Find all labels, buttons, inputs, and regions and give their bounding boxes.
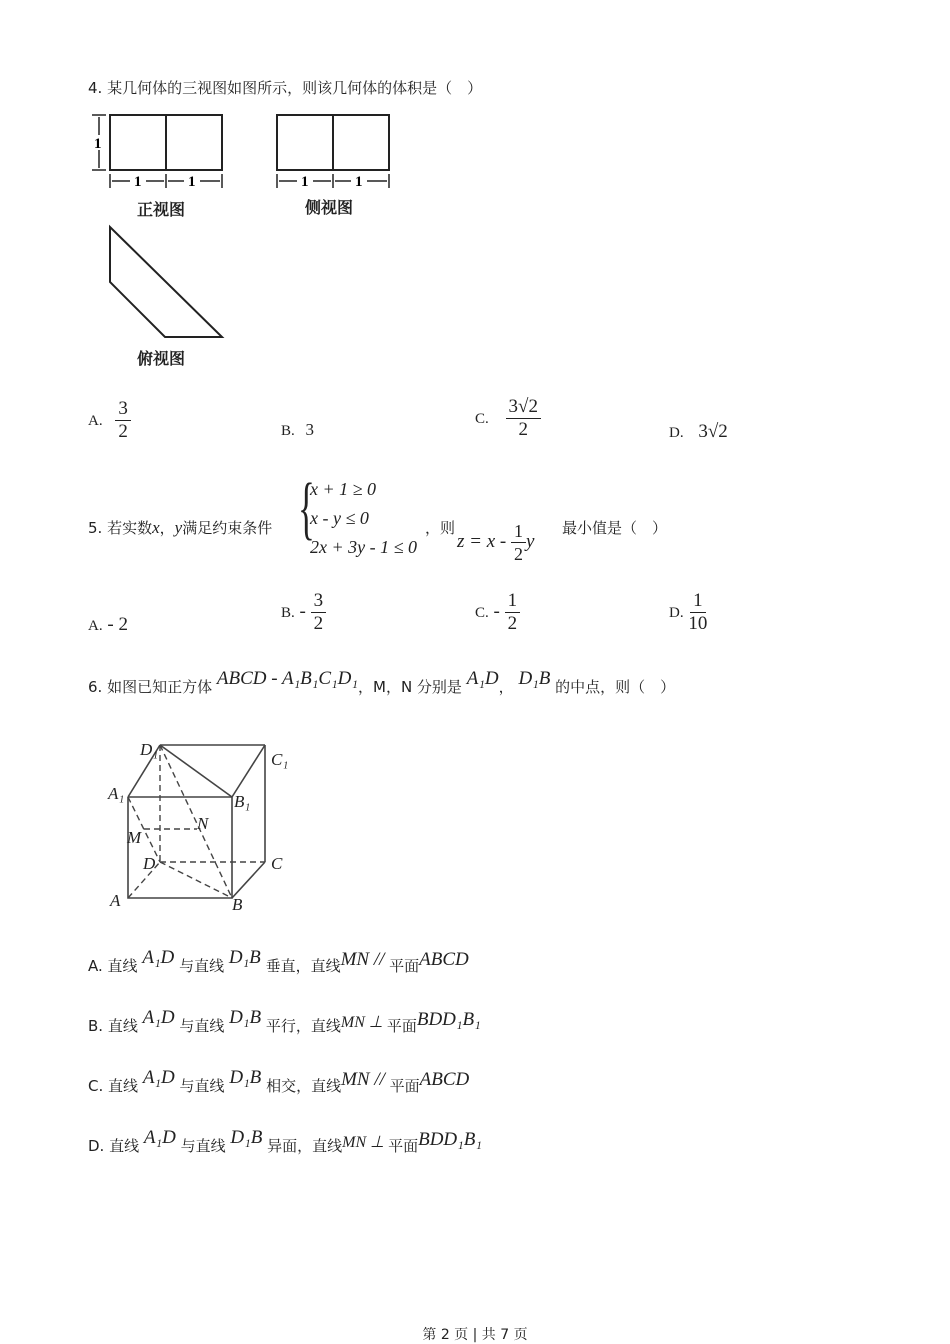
option-text: 直线 [109,1137,140,1155]
line-a1d: A₁D [143,1127,176,1148]
option-letter: C. [475,411,489,427]
option-text: 与直线 [179,957,225,975]
numerator: 1 [690,590,706,613]
option-text: 相交，直线 [266,1077,342,1095]
cube-figure [0,0,320,920]
line-a1d: A₁D [142,947,175,968]
plane-name: BDD₁B₁ [418,1129,482,1150]
segment-a1d: A₁D [466,668,499,689]
fraction [688,590,707,635]
height-label: 1 [94,136,102,152]
vertex-c-label: C [271,854,283,873]
option-letter: D. [669,605,684,621]
option-text: 垂直，直线 [265,957,341,975]
line-d1b: D₁B [229,1007,262,1028]
option-text: 异面，直线 [267,1137,343,1155]
option-text: 与直线 [179,1077,225,1095]
option-letter: B. [281,423,295,439]
denominator: 2 [507,613,518,634]
q6-option-a[interactable] [88,947,469,977]
option-letter: B. [88,1017,104,1035]
option-text: 直线 [108,1077,139,1095]
option-letter: B. [281,605,295,621]
page-footer: 第 2 页 | 共 7 页 [422,1327,528,1343]
line-d1b: D₁B [229,1067,262,1088]
option-letter: A. [88,957,103,975]
var-y: y [174,518,183,537]
option-letter: D. [88,1137,105,1155]
stem-text: ，则 [425,519,456,537]
vertex-b-label: B [232,895,243,914]
numerator: 3 [115,398,131,421]
line-a1d: A₁D [142,1067,175,1088]
denominator: 2 [518,419,529,440]
plane-name: BDD₁B₁ [416,1009,481,1030]
numerator: 1 [505,590,521,613]
line-d1b: D₁B [230,1127,263,1148]
stem-text: ，M，N 分别是 [358,678,462,696]
stem-text: 满足约束条件 [182,519,273,537]
q4-option-d[interactable] [669,421,728,443]
option-text: 平面 [388,1137,419,1155]
option-value: - 2 [107,614,128,635]
constraint-2: x - y ≤ 0 [310,508,369,528]
fraction [506,396,541,441]
denominator: 2 [514,544,524,564]
q5-option-d[interactable] [669,590,707,635]
stem-text: 5. 若实数 [88,519,153,537]
cube-name: ABCD - A₁B₁C₁D₁ [216,668,358,689]
option-text: 与直线 [180,1137,226,1155]
vertex-d1-label: D₁ [140,740,159,759]
option-text: 直线 [107,957,138,975]
option-letter: C. [475,605,489,621]
minus-sign: - [299,601,306,622]
top-view-label: 俯视图 [137,349,186,368]
stem-text: 的中点，则（ ） [555,678,676,696]
width-label: 1 [301,174,309,190]
q4-stem: 4. 某几何体的三视图如图所示，则该几何体的体积是（ ） [88,79,483,97]
comma: ， [498,678,514,696]
z-expression: z = x - [457,531,507,552]
width-label: 1 [355,174,363,190]
option-text: 与直线 [179,1017,225,1035]
option-letter: C. [88,1077,104,1095]
plane-name: ABCD [419,1069,470,1090]
option-letter: A. [88,618,103,634]
constraint-3: 2x + 3y - 1 ≤ 0 [310,537,417,557]
stem-text: 最小值是（ ） [562,519,668,537]
width-label: 1 [134,174,142,190]
line-d1b: D₁B [228,947,261,968]
point-n-label: N [197,814,209,833]
q5-option-c[interactable] [475,590,520,635]
front-view-label: 正视图 [137,200,186,219]
var-y: y [526,531,535,552]
side-view-label: 侧视图 [305,198,354,217]
option-letter: D. [669,425,684,441]
q6-option-d[interactable] [88,1127,482,1157]
vertex-a-label: A [110,891,121,910]
option-text: 直线 [107,1017,138,1035]
line-mn: MN ⊥ [340,1014,387,1031]
denominator: 2 [313,613,324,634]
constraint-brace: { [298,470,315,547]
objective-function [457,520,534,565]
plane-name: ABCD [419,949,469,970]
line-mn: MN // [341,1069,390,1090]
q4-option-c[interactable] [475,396,541,441]
option-text: 平面 [389,957,420,975]
vertex-c1-label: C₁ [271,750,289,769]
vertex-d-label: D [143,854,156,873]
numerator: 1 [511,520,526,543]
minus-sign: - [493,601,500,622]
option-text: 平面 [389,1077,420,1095]
q6-option-c[interactable] [88,1067,470,1097]
option-letter: A. [88,413,103,429]
fraction [511,520,526,565]
comma: ， [159,519,175,537]
vertex-a1-label: A₁ [108,784,125,803]
var-x: x [152,518,160,537]
line-mn: MN // [340,949,390,970]
option-value: 3√2 [698,421,728,442]
fraction [505,590,521,635]
constraint-1: x + 1 ≥ 0 [310,479,377,499]
numerator: 3 [311,590,327,613]
line-mn: MN ⊥ [342,1134,389,1151]
option-text: 平行，直线 [265,1017,341,1035]
numerator: 3√2 [506,396,541,419]
option-text: 平面 [386,1017,417,1035]
vertex-b1-label: B₁ [234,792,251,811]
denominator: 2 [118,421,128,442]
q6-option-b[interactable] [88,1007,481,1037]
width-label: 1 [188,174,196,190]
segment-d1b: D₁B [518,668,551,689]
option-value: 3 [305,420,315,439]
stem-text: 6. 如图已知正方体 [88,678,213,696]
denominator: 10 [688,613,708,634]
point-m-label: M [127,828,142,847]
line-a1d: A₁D [142,1007,175,1028]
